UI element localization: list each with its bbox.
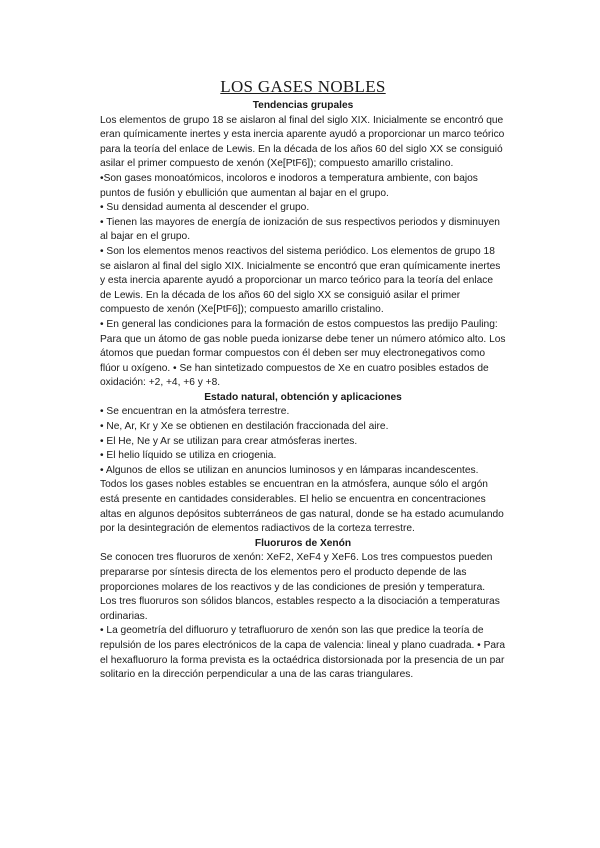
paragraph: • Ne, Ar, Kr y Xe se obtienen en destilación fraccionada del aire. [100, 421, 389, 433]
page-title: LOS GASES NOBLES [220, 77, 386, 96]
section-heading: Tendencias grupales [252, 100, 354, 111]
paragraph: • Su densidad aumenta al descender el grupo. [100, 202, 310, 214]
paragraph: • El helio líquido se utiliza en criogenia. [100, 450, 277, 462]
paragraph: •Son gases monoatómicos, incoloros e inodoros a temperatura ambiente, con bajos puntos de fusión y ebullición que aumentan al bajar en el grupo. [100, 172, 478, 199]
paragraph: Los tres fluoruros son sólidos blancos, estables respecto a la disociación a temperaturas ordinarias. [100, 596, 500, 622]
paragraph: Todos los gases nobles estables se encuentran en la atmósfera, aunque sólo el argón está presente en cantidades considerables. El helio se encuentra en concentraciones altas en algunos depósitos subterráneos de gas natural, donde se ha estado acumulando por la desintegración de elementos radiactivos de la corteza terrestre. [100, 479, 504, 535]
paragraph: • Son los elementos menos reactivos del sistema periódico. Los elementos de grupo 18 se aislaron al final del siglo XIX. Inicialmente se encontró que eran químicamente inertes y esta inercia aparente ayudó a proporcionar un marco teórico para la teoría del enlace de Lewis. En la década de los años 60 del siglo XX se consiguió asilar el primer compuesto de xenón (Xe[PtF6]); compuesto amarillo cristalino. [100, 245, 501, 316]
section-heading: Fluoruros de Xenón [254, 537, 352, 549]
paragraph: • La geometría del difluoruro y tetrafluoruro de xenón son las que predice la teoría de repulsión de los pares electrónicos de la capa de valencia: lineal y plano cuadrada. • Para el hexafluoruro la forma prevista es la octaédrica distorsionada por la presencia de un par solitario en la dirección perpendicular a una de las caras triangulares. [100, 625, 506, 681]
paragraph: Los elementos de grupo 18 se aislaron al final del siglo XIX. Inicialmente se encontró que eran químicamente inertes y esta inercia aparente ayudó a proporcionar un marco teórico para la teoría del enlace de Lewis. En la década de los años 60 del siglo XX se consiguió asilar el primer compuesto de xenón (Xe[PtF6]); compuesto amarillo cristalino. [100, 114, 505, 170]
paragraph: • En general las condiciones para la formación de estos compuestos las predijo Pauling: Para que un átomo de gas noble pueda ionizarse debe tener un número atómico alto. Los átomos que puedan formar compuestos con él deben ser muy electronegativos como flúor u oxígeno. • Se han sintetizado compuestos de Xe en cuatro posibles estados de oxidación: +2, +4, +6 y +8. [100, 318, 506, 389]
document-body [100, 77, 506, 683]
paragraph: Se conocen tres fluoruros de xenón: XeF2, XeF4 y XeF6. Los tres compuestos pueden prepararse por síntesis directa de los elementos pero el producto depende de las proporciones molares de los reactivos y de las condiciones de presión y temperatura. [100, 552, 493, 593]
paragraph: • Tienen las mayores de energía de ionización de sus respectivos periodos y disminuyen al bajar en el grupo. [100, 216, 500, 243]
section-fluoruros-xenon [100, 537, 506, 683]
paragraph: • Se encuentran en la atmósfera terrestre. [100, 406, 290, 418]
paragraph: • El He, Ne y Ar se utilizan para crear atmósferas inertes. [100, 435, 358, 447]
section-heading: Estado natural, obtención y aplicaciones [204, 391, 402, 403]
section-tendencias-grupales [100, 99, 506, 391]
section-estado-natural [100, 391, 506, 537]
paragraph: • Algunos de ellos se utilizan en anuncios luminosos y en lámparas incandescentes. [100, 464, 479, 476]
